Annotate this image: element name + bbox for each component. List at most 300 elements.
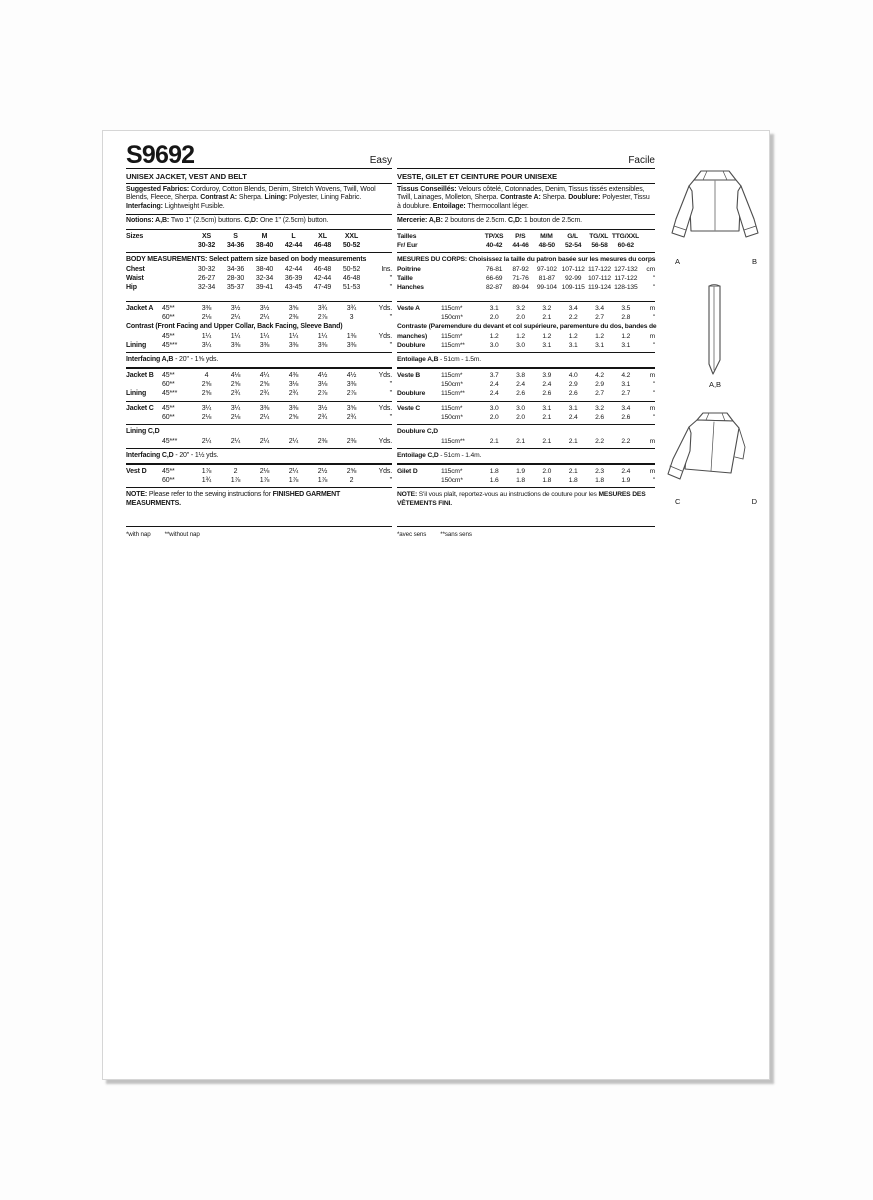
table-cell: 2¼ — [201, 437, 212, 445]
table-cell: 2¼ — [259, 313, 270, 321]
table-cell: 2⅝ — [259, 381, 270, 389]
footnote-without-nap: **without nap — [164, 530, 200, 538]
table-cell: 52-54 — [564, 241, 582, 249]
suggested-fabrics-fr: Tissus Conseillés: Velours côtelé, Cotonnades, Denim, Tissus tissés extensibles, Twill, Lainages, Molleton, Sherpa. Contraste A: Sherpa. Doublure: Polyester, Tissu à doublure. Entoilage: Thermocollant léger. — [397, 184, 655, 216]
table-cell: 115cm* — [441, 332, 463, 340]
table-cell: 2¾ — [346, 414, 357, 422]
garment-illustrations — [663, 163, 767, 506]
table-cell: Hanches — [397, 284, 424, 292]
table-cell: G/L — [567, 232, 578, 240]
table-row — [397, 283, 655, 292]
divider — [397, 526, 655, 527]
table-cell: 3.2 — [595, 404, 604, 412]
table-row — [126, 413, 392, 422]
page-title-fr: VESTE, GILET ET CEINTURE POUR UNISEXE — [397, 169, 655, 184]
table-cell: 4½ — [346, 371, 357, 379]
table-cell: 2⅛ — [259, 467, 270, 475]
table-cell: Yds. — [378, 467, 392, 475]
table-cell: 82-87 — [485, 284, 503, 292]
table-cell: 3½ — [259, 304, 270, 312]
table-cell: " — [652, 414, 655, 422]
jacket-ab-illustration — [663, 163, 767, 266]
table-cell — [441, 265, 481, 274]
table-row — [397, 241, 655, 250]
table-cell: 3¾ — [346, 304, 357, 312]
table-cell: 3.1 — [568, 404, 578, 412]
table-cell — [397, 437, 441, 446]
table-cell: 3.2 — [516, 304, 525, 312]
jacket-back-view-cd-icon — [663, 407, 767, 495]
notions-en: Notions: A,B: Two 1" (2.5cm) buttons. C,D: One 1" (2.5cm) button. — [126, 215, 392, 229]
table-cell: 2.4 — [621, 467, 631, 475]
table-cell: 2¾ — [259, 390, 270, 398]
table-cell: 1⅞ — [317, 476, 328, 484]
table-cell: 2⅞ — [317, 390, 328, 398]
table-cell: 119-124 — [587, 284, 611, 292]
table-cell: 1.8 — [595, 476, 604, 484]
table-cell — [126, 437, 162, 446]
divider — [126, 367, 392, 369]
table-cell: 48-50 — [538, 241, 555, 249]
divider — [126, 448, 392, 449]
footnote-with-nap: *with nap — [126, 530, 151, 538]
table-cell: 66-69 — [485, 275, 503, 283]
table-cell: 3.7 — [489, 371, 499, 379]
table-section-label: Interfacing C,D - 20" - 1½ yds. — [126, 452, 219, 460]
table-cell: 2¾ — [317, 414, 328, 422]
table-row — [397, 232, 655, 241]
divider — [397, 367, 655, 369]
table-cell: 40-42 — [485, 241, 503, 249]
table-row — [126, 404, 392, 413]
table-row — [397, 437, 655, 446]
table-section-label: Doublure C,D — [397, 428, 438, 436]
table-cell: 2½ — [317, 467, 328, 475]
belt-label: A,B — [708, 380, 722, 389]
table-cell: Lining — [126, 342, 147, 350]
table-cell: Taille — [397, 275, 413, 283]
table-cell: 3½ — [230, 304, 241, 312]
table-cell: 2.9 — [568, 381, 578, 389]
table-cell: 3.8 — [516, 371, 525, 379]
table-cell: 3.1 — [542, 342, 552, 350]
table-row — [126, 476, 392, 485]
table-cell: 3¼ — [201, 342, 212, 350]
table-cell: m — [649, 371, 655, 379]
table-cell — [126, 241, 162, 250]
table-cell: Jacket B — [126, 371, 154, 379]
jacket-cd-illustration — [663, 407, 767, 506]
table-cell: 3⅜ — [230, 342, 241, 350]
table-cell: 2.7 — [595, 313, 604, 321]
table-cell: 2.2 — [621, 437, 631, 445]
table-cell: 1.2 — [489, 332, 499, 340]
table-row — [397, 341, 655, 350]
table-cell: Doublure — [397, 390, 426, 398]
table-cell: 76-81 — [485, 265, 503, 273]
table-cell: 2.1 — [542, 414, 552, 422]
table-cell: 3.5 — [621, 304, 631, 312]
divider — [126, 526, 392, 527]
table-cell: 60** — [162, 414, 175, 422]
divider — [397, 301, 655, 302]
table-cell: 2¼ — [230, 437, 241, 445]
table-cell: 4.2 — [595, 371, 604, 379]
table-cell: 28-30 — [226, 275, 245, 283]
table-row — [126, 313, 392, 322]
table-cell: 107-112 — [561, 265, 585, 273]
table-cell: 3⅜ — [288, 404, 299, 412]
table-cell: 2.0 — [516, 313, 525, 321]
divider — [397, 352, 655, 353]
table-cell: Sizes — [126, 232, 144, 240]
table-cell: 1.2 — [621, 332, 631, 340]
pattern-envelope-back-page — [102, 130, 770, 1080]
table-cell: 3⅜ — [346, 342, 357, 350]
table-cell — [162, 232, 192, 241]
table-cell: 2¾ — [230, 390, 241, 398]
table-cell: 45** — [162, 467, 175, 475]
table-cell: 4⅛ — [230, 371, 241, 379]
table-cell: 115cm** — [441, 390, 465, 398]
table-cell: m — [649, 437, 655, 445]
table-cell: 2.6 — [516, 390, 525, 398]
table-cell: Poitrine — [397, 265, 421, 273]
table-row — [397, 467, 655, 476]
table-cell: 71-76 — [512, 275, 529, 283]
table-cell: 3⅛ — [317, 381, 328, 389]
table-cell: 3⅝ — [346, 404, 357, 412]
table-cell: Vest D — [126, 467, 147, 475]
table-cell: 3.0 — [516, 404, 525, 412]
divider — [397, 401, 655, 402]
table-cell: 92-99 — [564, 275, 582, 283]
table-cell: 3⅝ — [288, 304, 299, 312]
table-cell: 1⅞ — [259, 476, 270, 484]
table-cell: 4½ — [317, 371, 328, 379]
table-cell: 87-92 — [512, 265, 529, 273]
table-cell: 2.1 — [516, 437, 525, 445]
table-cell: m — [649, 404, 655, 412]
table-cell: 2.4 — [489, 381, 499, 389]
table-cell: 2⅞ — [346, 390, 357, 398]
table-cell: Yds. — [378, 304, 392, 312]
table-row — [397, 332, 655, 341]
english-column — [126, 143, 392, 538]
divider — [126, 424, 392, 425]
table-cell — [126, 380, 162, 389]
table-cell: 2.0 — [489, 313, 499, 321]
note-text: NOTE: Please refer to the sewing instructions for FINISHED GARMENT MEASURMENTS. — [126, 491, 341, 508]
note-text: NOTE: S'il vous plaît, reportez-vous au instructions de couture pour les MESURES DES VÊTEMENTS FINI. — [397, 491, 646, 508]
table-section-label: MESURES DU CORPS: Choisissez la taille du patron basée sur les mesures du corps — [397, 256, 656, 264]
table-cell: 3¼ — [201, 404, 212, 412]
table-cell: 150cm* — [441, 414, 463, 422]
jacket-cd-labels — [663, 495, 767, 506]
table-cell: 2.3 — [595, 467, 604, 475]
table-section-label: Contrast (Front Facing and Upper Collar, Back Facing, Sleeve Band) — [126, 323, 343, 331]
table-cell — [126, 476, 162, 485]
table-cell: Yds. — [378, 371, 392, 379]
table-cell: 1.8 — [542, 476, 552, 484]
table-cell: 35-37 — [226, 284, 245, 292]
table-cell: 1⅜ — [346, 332, 357, 340]
table-cell: 45** — [162, 332, 175, 340]
table-cell — [162, 283, 192, 292]
table-cell: 2.0 — [489, 414, 499, 422]
table-cell: " — [389, 284, 392, 292]
table-cell: 1.2 — [516, 332, 525, 340]
table-cell: 150cm* — [441, 313, 463, 321]
table-cell: 3¼ — [230, 404, 241, 412]
jacket-ab-labels — [663, 255, 767, 266]
table-section-label: Contraste (Paremendure du devant et col supérieure, parementure du dos, bandes de — [397, 323, 657, 331]
divider — [397, 424, 655, 425]
table-cell: 38-40 — [255, 241, 274, 249]
table-cell: S — [233, 232, 238, 240]
table-row — [397, 304, 655, 313]
table-cell: m — [649, 467, 655, 475]
nap-footnote-fr — [397, 531, 655, 538]
table-cell: 42-44 — [284, 241, 303, 249]
table-cell: 2¼ — [288, 437, 299, 445]
table-cell: 4¼ — [259, 371, 270, 379]
table-cell: 97-102 — [536, 265, 557, 273]
table-cell: Yds. — [378, 332, 392, 340]
table-cell: " — [389, 342, 392, 350]
table-cell: " — [652, 284, 655, 292]
table-cell: 115cm* — [441, 304, 463, 312]
table-cell: 34-36 — [226, 241, 245, 249]
table-cell: Veste B — [397, 371, 421, 379]
header-row — [126, 143, 392, 169]
table-row — [126, 241, 392, 250]
table-row — [126, 389, 392, 398]
table-cell: 51-53 — [342, 284, 361, 292]
table-row — [126, 232, 392, 241]
table-row — [397, 404, 655, 413]
table-cell: 115cm* — [441, 371, 463, 379]
table-cell: 117-122 — [614, 275, 638, 283]
table-cell: 117-122 — [587, 265, 611, 273]
table-cell: 32-34 — [255, 275, 274, 283]
table-cell: " — [652, 342, 655, 350]
table-cell: " — [389, 313, 392, 321]
table-row — [126, 274, 392, 283]
table-cell: 1¼ — [259, 332, 270, 340]
divider — [126, 252, 392, 253]
table-row — [126, 265, 392, 274]
table-row — [126, 332, 392, 341]
table-cell: 3.0 — [489, 404, 499, 412]
table-cell: 1.2 — [542, 332, 552, 340]
table-cell: 38-40 — [255, 265, 274, 273]
table-cell: 1⅞ — [201, 467, 212, 475]
nap-footnote-en — [126, 531, 392, 538]
table-cell: 42-44 — [313, 275, 332, 283]
table-cell: 1⅞ — [288, 476, 299, 484]
difficulty-label-en: Easy — [369, 155, 392, 166]
table-cell: 46-48 — [342, 275, 361, 283]
table-cell — [126, 413, 162, 422]
view-label-b: B — [751, 257, 757, 266]
table-cell: 1.2 — [568, 332, 578, 340]
table-row — [397, 413, 655, 422]
table-cell: 2.7 — [595, 390, 604, 398]
table-cell: 3.2 — [542, 304, 552, 312]
table-cell: 3.1 — [568, 342, 578, 350]
table-row — [126, 304, 392, 313]
table-cell: 2¼ — [230, 313, 241, 321]
table-cell: 2.1 — [568, 437, 578, 445]
table-cell — [639, 241, 655, 250]
notions-fr: Mercerie: A,B: 2 boutons de 2.5cm. C,D: 1 bouton de 2.5cm. — [397, 215, 655, 229]
page-title-en: UNISEX JACKET, VEST AND BELT — [126, 169, 392, 184]
table-cell — [397, 380, 441, 389]
table-cell: Tailles — [397, 232, 417, 240]
table-cell: 1¼ — [317, 332, 328, 340]
table-cell: M/M — [540, 232, 553, 240]
table-cell: Chest — [126, 265, 145, 273]
table-cell: 32-34 — [197, 284, 216, 292]
table-cell: 3⅜ — [346, 381, 357, 389]
table-cell: Yds. — [378, 437, 392, 445]
table-cell: Ins. — [381, 265, 392, 273]
table-cell: P/S — [515, 232, 526, 240]
yardage-table-en — [126, 232, 392, 509]
table-cell: 127-132 — [614, 265, 638, 273]
table-cell: 2.4 — [568, 414, 578, 422]
table-cell: manches) — [397, 332, 428, 340]
table-cell: 2.0 — [542, 467, 552, 475]
table-cell: 1¼ — [201, 332, 212, 340]
table-row — [126, 467, 392, 476]
table-cell: 1.9 — [516, 467, 525, 475]
view-label-d: D — [751, 497, 757, 506]
table-cell: 2.1 — [568, 467, 578, 475]
table-cell: 34-36 — [226, 265, 245, 273]
view-label-a: A — [675, 257, 681, 266]
belt-icon — [663, 282, 767, 378]
table-cell: 2⅜ — [317, 437, 328, 445]
table-cell: " — [389, 476, 392, 484]
table-cell: XL — [318, 232, 327, 240]
table-cell — [126, 332, 162, 341]
table-cell: 150cm* — [441, 476, 463, 484]
table-cell: Veste A — [397, 304, 420, 312]
table-cell: 2⅞ — [317, 313, 328, 321]
table-cell: 46-48 — [313, 265, 332, 273]
table-cell: 60** — [162, 381, 175, 389]
table-cell: 2⅝ — [346, 467, 357, 475]
table-section-label: Entoilage A,B - 51cm - 1.5m. — [397, 356, 481, 364]
table-cell: 30-32 — [197, 241, 216, 249]
difficulty-label-fr: Facile — [628, 155, 655, 166]
table-cell: Yds. — [378, 404, 392, 412]
french-column — [397, 143, 655, 538]
table-cell — [639, 232, 655, 241]
table-cell: 1¾ — [201, 476, 212, 484]
table-cell: 2.1 — [542, 437, 552, 445]
table-row — [397, 389, 655, 398]
table-cell: 3.1 — [621, 381, 631, 389]
table-cell: 45** — [162, 404, 175, 412]
table-cell: Jacket C — [126, 404, 154, 412]
table-cell: 3⅜ — [259, 342, 270, 350]
table-cell: 2.1 — [489, 437, 499, 445]
table-cell: 3⅜ — [259, 404, 270, 412]
table-cell: 2⅜ — [346, 437, 357, 445]
table-cell: 2.1 — [542, 313, 552, 321]
table-cell: 45*** — [162, 437, 178, 445]
table-cell: 99-104 — [536, 284, 557, 292]
table-cell: 44-46 — [512, 241, 529, 249]
table-cell: 1¼ — [288, 332, 299, 340]
table-cell: M — [261, 232, 268, 240]
footnote-avec-sens: *avec sens — [397, 530, 427, 538]
table-cell: 2 — [233, 467, 238, 475]
divider — [126, 352, 392, 353]
table-cell: XS — [201, 232, 212, 240]
table-cell: 4.0 — [568, 371, 578, 379]
table-cell: 1.2 — [595, 332, 604, 340]
table-cell: Fr/ Eur — [397, 241, 418, 249]
table-cell: 1.8 — [489, 467, 499, 475]
table-cell: 39-41 — [255, 284, 274, 292]
divider — [397, 487, 655, 488]
table-cell: Lining — [126, 390, 147, 398]
table-cell: 2⅜ — [288, 313, 299, 321]
table-cell: 150cm* — [441, 381, 463, 389]
table-row — [397, 265, 655, 274]
table-cell: 3.4 — [568, 304, 578, 312]
divider — [126, 487, 392, 488]
table-cell: 3.1 — [489, 304, 499, 312]
table-row — [126, 341, 392, 350]
table-cell: 3.4 — [621, 404, 631, 412]
table-cell: 3.1 — [621, 342, 631, 350]
table-cell: 3⅜ — [201, 304, 212, 312]
table-cell: Waist — [126, 275, 144, 283]
table-cell: 30-32 — [197, 265, 216, 273]
table-row — [126, 283, 392, 292]
table-cell: 2.8 — [621, 313, 631, 321]
table-cell: 2¾ — [288, 390, 299, 398]
table-cell — [366, 232, 392, 241]
table-cell: 1.9 — [621, 476, 631, 484]
belt-illustration — [663, 282, 767, 389]
divider — [126, 301, 392, 302]
table-cell: 45** — [162, 371, 175, 379]
table-cell: 2⅝ — [201, 390, 212, 398]
table-cell: 3.1 — [595, 342, 604, 350]
footnote-sans-sens: **sans sens — [440, 530, 472, 538]
table-cell — [397, 476, 441, 485]
table-cell: 3⅜ — [288, 342, 299, 350]
table-cell — [162, 241, 192, 250]
divider — [397, 448, 655, 449]
table-cell: 45** — [162, 304, 175, 312]
table-cell: 26-27 — [197, 275, 216, 283]
table-row — [397, 313, 655, 322]
table-cell: 1¼ — [230, 332, 241, 340]
divider — [397, 463, 655, 465]
table-cell: 2.6 — [542, 390, 552, 398]
table-cell: 60** — [162, 476, 175, 484]
table-cell: TG/XL — [589, 232, 609, 240]
table-cell: 2⅝ — [230, 381, 241, 389]
table-cell: 60** — [162, 313, 175, 321]
